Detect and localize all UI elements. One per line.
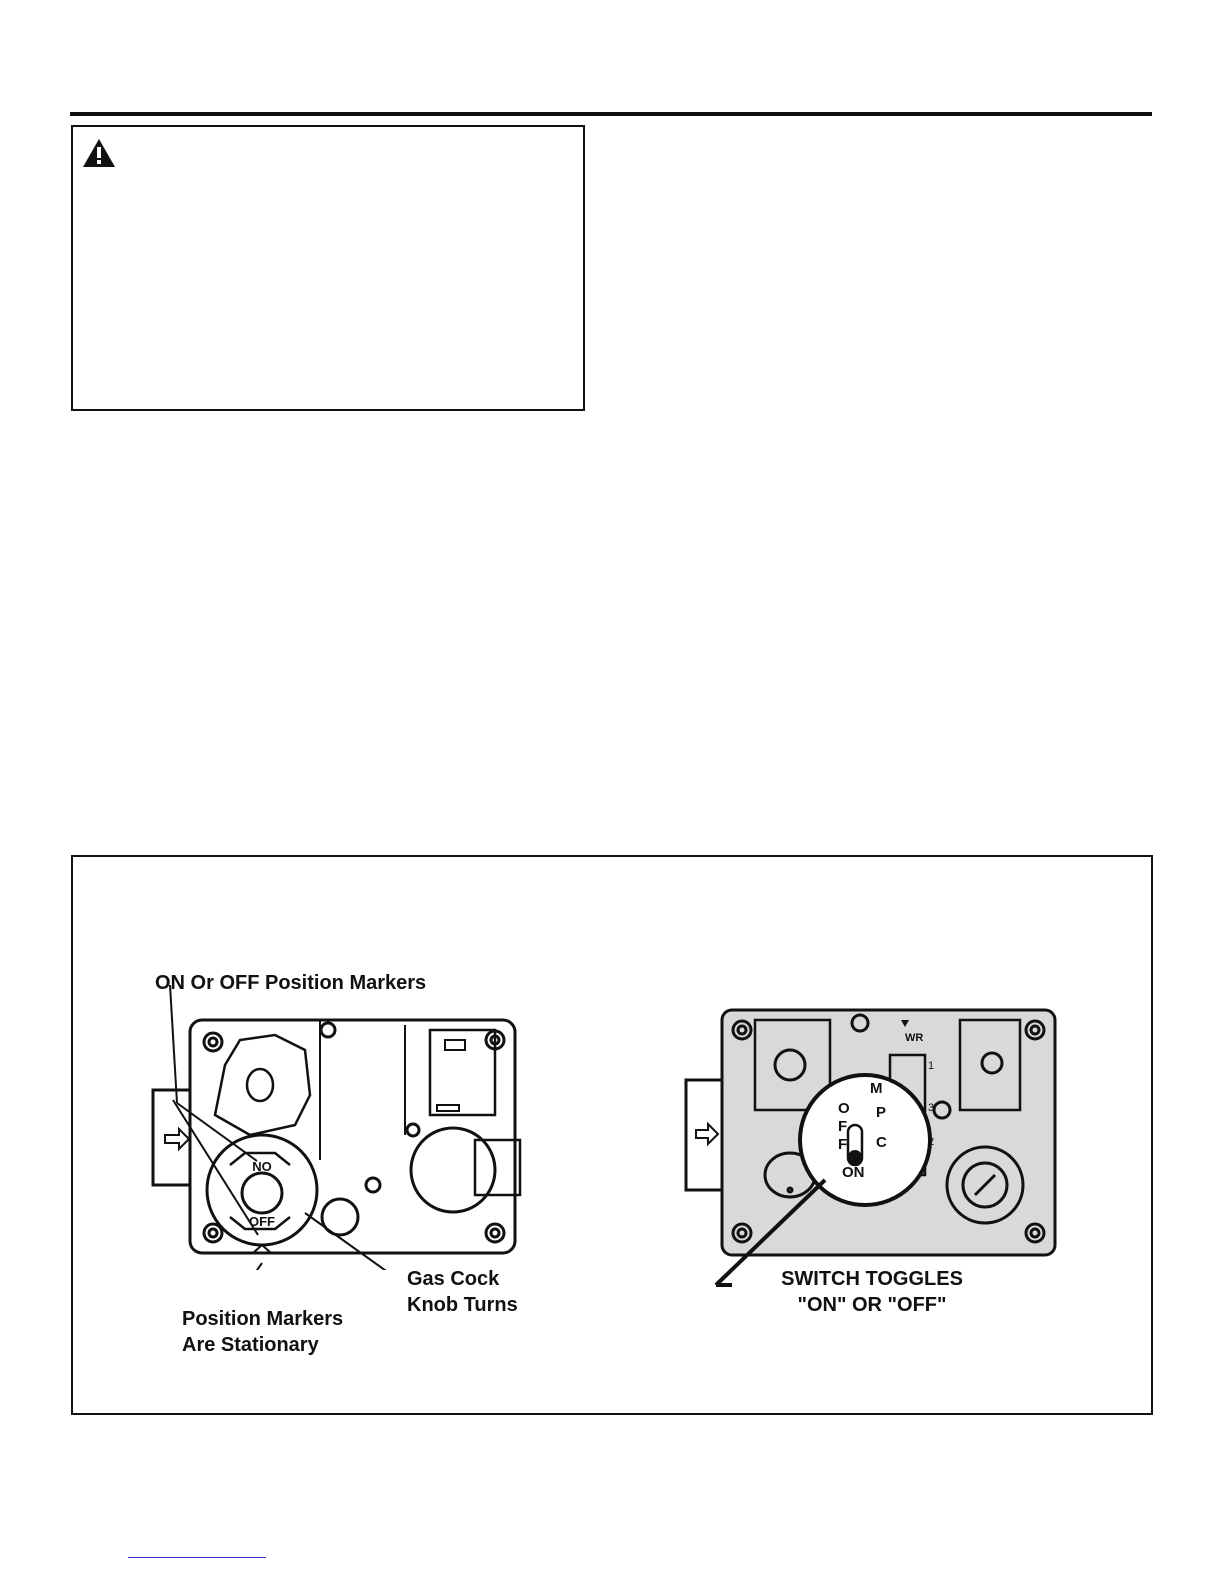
callout-switch-line-1: SWITCH TOGGLES [781, 1268, 963, 1290]
terminal-3: 3 [928, 1102, 935, 1114]
callout-knob-line-1: Gas Cock [407, 1268, 500, 1290]
footer-link-underline[interactable] [128, 1557, 266, 1558]
switch-letter-on: ON [842, 1164, 865, 1181]
callout-stationary-line-1: Position Markers [182, 1308, 344, 1330]
switch-letter-c: C [876, 1134, 887, 1151]
warning-box [71, 125, 585, 411]
gas-valve-knob-diagram [145, 985, 535, 1270]
callout-position-markers: ON Or OFF Position Markers [155, 972, 427, 994]
switch-letter-o: O [838, 1100, 850, 1117]
callout-switch-line-2: "ON" OR "OFF" [797, 1294, 947, 1316]
gas-valve-switch-diagram [680, 1005, 1070, 1295]
knob-label-top: NO [252, 1159, 272, 1174]
knob-label-bottom: OFF [249, 1214, 275, 1229]
callout-switch-toggles [760, 1266, 984, 1318]
switch-letter-f2: F [838, 1136, 848, 1153]
switch-letter-f1: F [838, 1118, 848, 1135]
terminal-1: 1 [928, 1060, 935, 1072]
callout-markers-stationary [182, 1306, 343, 1358]
switch-letter-m: M [870, 1080, 883, 1097]
callout-gas-cock-knob [407, 1266, 518, 1318]
header-rule [70, 112, 1152, 116]
terminal-2: 2 [928, 1136, 935, 1148]
callout-stationary-line-2: Are Stationary [182, 1334, 319, 1356]
callout-knob-line-2: Knob Turns [407, 1294, 518, 1316]
warning-triangle-icon [81, 137, 117, 169]
switch-letter-p: P [876, 1104, 887, 1121]
valve-wr-label: WR [905, 1032, 924, 1044]
